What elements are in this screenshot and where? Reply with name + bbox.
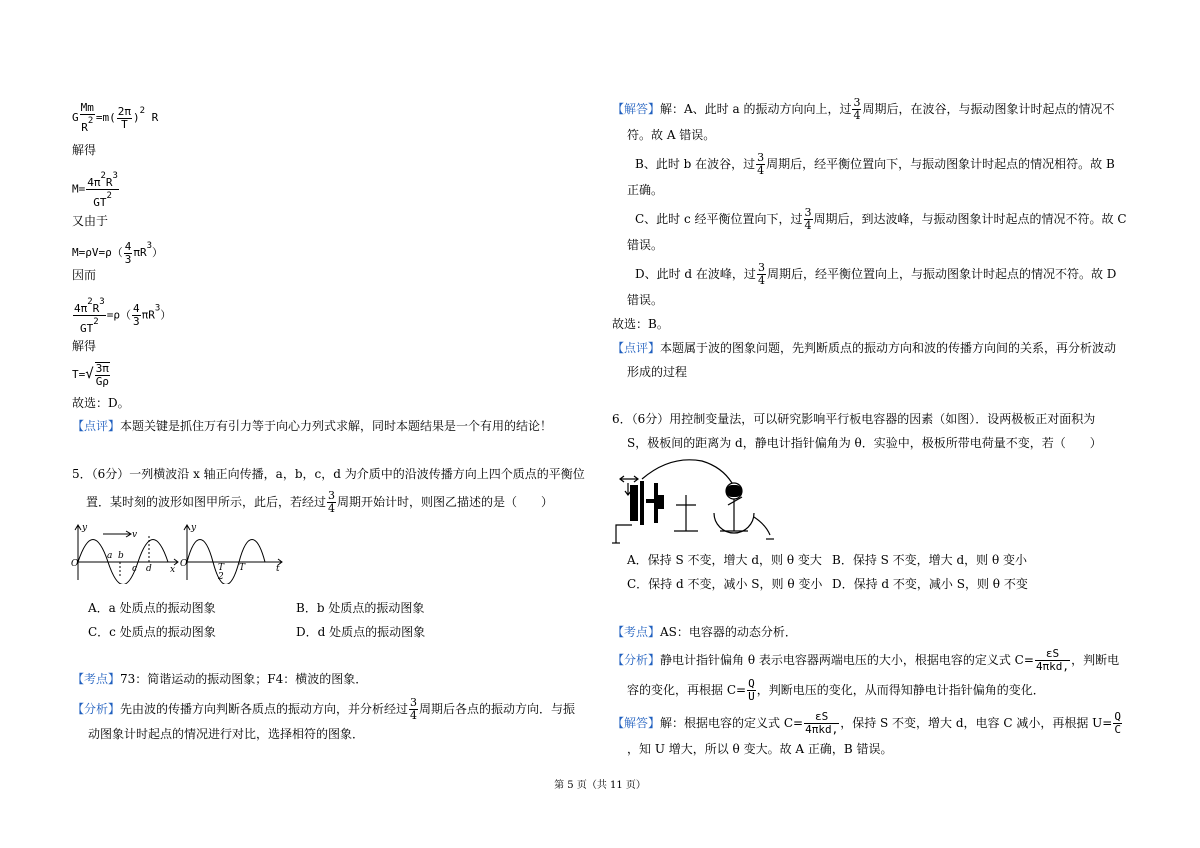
text-youyu: 又由于 [72, 214, 109, 228]
question-6-line1: 6．（6分）用控制变量法，可以研究影响平行板电容器的因素（如图）．设两极板正对面积为 [612, 412, 1096, 426]
question-6-line2: S，极板间的距离为 d，静电计指针偏角为 θ．实验中，极板所带电荷量不变，若（ ） [627, 436, 1102, 450]
svg-text:T: T [218, 563, 225, 573]
comment-block: 【点评】本题关键是抓住万有引力等于向心力列式求解，同时本题结果是一个有用的结论！ [72, 419, 553, 433]
jieda-5-d-line2: 错误。 [627, 293, 664, 307]
jieda-5-c: C、此时 c 经平衡位置向下，过 $\frac{3}{4}$ 周期后，到达波峰，与振动图象计时起点的情况不符。故 C [635, 206, 1127, 232]
option-5d: D．d 处质点的振动图象 [296, 625, 426, 639]
dianping-5-line2: 形成的过程 [627, 365, 688, 379]
fenxi-6: 【分析】静电计指针偏角 θ 表示电容器两端电压的大小，根据电容的定义式 C= $\frac{\varepsilon S}{\text{4πkd,}}$ ，判断电 [612, 647, 1120, 673]
option-5b: B．b 处质点的振动图象 [296, 601, 425, 615]
option-5a: A．a 处质点的振动图象 [88, 601, 216, 615]
tag-dianping-5: 【点评】 [612, 341, 661, 355]
kaodian-6: 【考点】AS：电容器的动态分析． [612, 625, 797, 639]
option-6b: B．保持 S 不变，增大 d，则 θ 变小 [832, 553, 1028, 567]
tag-kaodian: 【考点】 [72, 672, 121, 686]
jieda-5-a: 【解答】解：A、此时 a 的振动方向向上，过 $\frac{3}{4}$ 周期后，在波谷，与振动图象计时起点的情况不 [612, 96, 1115, 122]
svg-text:c: c [132, 564, 138, 574]
equation-mass: M= $\frac{4\pi^2R^3}{GT^2}$ [72, 171, 118, 209]
capacitor-apparatus [610, 455, 780, 547]
option-5c: C．c 处质点的振动图象 [88, 625, 216, 639]
tag-fenxi: 【分析】 [72, 702, 121, 716]
svg-text:d: d [146, 564, 152, 574]
wave-graphs [70, 522, 290, 584]
equation-density: M=ρV=ρ（ $\frac{4}{3}$ $\pi R^3$） [72, 239, 164, 266]
jieda-5-c-line2: 错误。 [627, 238, 664, 252]
option-6c: C．保持 d 不变，减小 S，则 θ 变小 [627, 577, 823, 591]
jieda-5-d: D、此时 d 在波峰，过 $\frac{3}{4}$ 周期后，经平衡位置向上，与振动图象计时起点的情况不符。故 D [635, 261, 1117, 287]
tag-dianping: 【点评】 [72, 419, 121, 433]
svg-text:a: a [107, 551, 113, 561]
fenxi-6-line2: 容的变化，再根据 C= $\frac{Q}{U}$ ，判断电压的变化，从而得知静电计指针偏角的变化． [627, 677, 1045, 703]
svg-text:O: O [71, 559, 79, 569]
svg-text:t: t [276, 564, 280, 574]
tag-kaodian-6: 【考点】 [612, 625, 661, 639]
tag-fenxi-6: 【分析】 [612, 653, 661, 667]
equation-period: T=√ $\frac{3\pi}{G\rho}$ [72, 362, 109, 388]
jieda-5-b-line2: 正确。 [627, 183, 664, 197]
page-footer: 第 5 页（共 11 页） [554, 780, 646, 791]
fenxi-5: 【分析】先由波的传播方向判断各质点的振动方向，并分析经过 $\frac{3}{4}$ 周期后各点的振动方向．与振 [72, 696, 576, 722]
jieda-6: 【解答】解：根据电容的定义式 C= $\frac{\varepsilon S}{\text{4πkd,}}$ ，保持 S 不变，增大 d，电容 C 减小，再根据 U= $\frac{Q}{C}$ [612, 710, 1121, 736]
text-jiede-2: 解得 [72, 339, 97, 353]
kaodian-5: 【考点】73：简谐运动的振动图象；F4：横波的图象． [72, 672, 368, 686]
svg-text:y: y [191, 523, 197, 533]
jieda-5-a-line2: 符。故 A 错误。 [627, 128, 716, 142]
text-yiner: 因而 [72, 268, 97, 282]
tag-jieda: 【解答】 [612, 102, 661, 116]
svg-text:2: 2 [218, 572, 224, 582]
option-6d: D．保持 d 不变，减小 S，则 θ 不变 [832, 577, 1028, 591]
jieda-6-line2: ，知 U 增大，所以 θ 变大。故 A 正确，B 错误。 [627, 742, 893, 756]
text-jiede: 解得 [72, 143, 97, 157]
answer-b: 故选：B。 [612, 317, 669, 331]
equation-combined: $\frac{4\pi^2R^3}{GT^2}$ =ρ（ $\frac{4}{3}$ $\pi R^3$） [74, 297, 172, 335]
answer-d: 故选：D。 [72, 396, 130, 410]
question-5-line2: 置．某时刻的波形如图甲所示，此后，若经过 $\frac{3}{4}$ 周期开始计时，则图乙描述的是（ ） [86, 489, 554, 515]
svg-text:O: O [180, 559, 188, 569]
svg-text:T: T [239, 563, 246, 573]
svg-text:x: x [170, 565, 176, 575]
svg-text:v: v [132, 530, 138, 540]
tag-jieda-6: 【解答】 [612, 716, 661, 730]
svg-text:y: y [82, 523, 88, 533]
option-6a: A．保持 S 不变，增大 d，则 θ 变大 [627, 553, 822, 567]
jieda-5-b: B、此时 b 在波谷，过 $\frac{3}{4}$ 周期后，经平衡位置向下，与振动图象计时起点的情况相符。故 B [635, 151, 1115, 177]
question-5-line1: 5．（6分）一列横波沿 x 轴正向传播，a，b，c，d 为介质中的沿波传播方向上四个质点的平衡位 [72, 467, 585, 481]
fenxi-5-line2: 动图象计时起点的情况进行对比，选择相符的图象． [88, 727, 365, 741]
equation-gravity: G $\frac{Mm}{R^2}$ =m( $\frac{2\pi}{T}$ )$^2$ R [72, 101, 159, 134]
dianping-5: 【点评】本题属于波的图象问题，先判断质点的振动方向和波的传播方向间的关系，再分析波动 [612, 341, 1117, 355]
svg-text:b: b [118, 551, 124, 561]
